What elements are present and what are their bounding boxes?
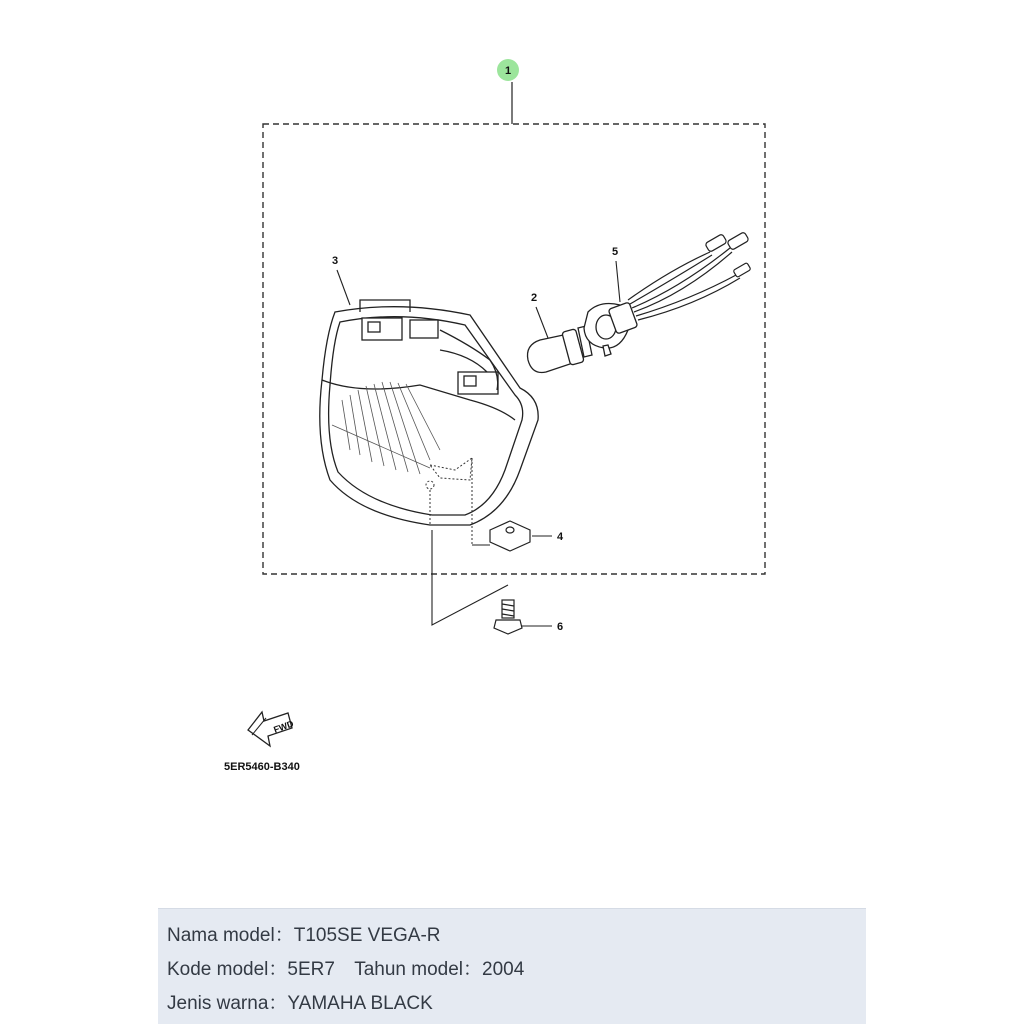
model-name-row	[167, 919, 866, 953]
model-code-value: 5ER7	[287, 959, 335, 980]
callout-4[interactable]: 4	[556, 531, 564, 543]
wire-connectors	[705, 232, 751, 278]
callout-5[interactable]: 5	[611, 246, 619, 258]
model-name-value: T105SE VEGA-R	[293, 925, 441, 946]
callout-1[interactable]: 1	[504, 65, 512, 77]
callout-6[interactable]: 6	[556, 621, 564, 633]
callout-3[interactable]: 3	[331, 255, 339, 267]
callout-5-leader	[616, 261, 620, 302]
model-code-row	[167, 953, 866, 987]
model-code-label: Kode model：	[167, 959, 288, 980]
assembly-frame	[263, 124, 765, 574]
callout-3-leader	[337, 270, 350, 305]
nut[interactable]	[490, 521, 530, 551]
model-name-label: Nama model：	[167, 925, 294, 946]
fwd-label: FWD	[272, 718, 295, 735]
socket-wires	[628, 248, 740, 320]
bulb-socket[interactable]	[584, 302, 638, 356]
color-row	[167, 987, 866, 1021]
screw[interactable]	[494, 600, 522, 634]
diagram-code: 5ER5460-B340	[224, 761, 300, 773]
fwd-arrow-icon	[248, 712, 295, 746]
bulb[interactable]	[528, 326, 593, 373]
model-year-label: Tahun model：	[354, 959, 483, 980]
color-label: Jenis warna：	[167, 993, 288, 1014]
model-year-value: 2004	[482, 959, 525, 980]
callout-2[interactable]: 2	[530, 292, 538, 304]
color-value: YAMAHA BLACK	[287, 993, 433, 1014]
callout-2-leader	[536, 307, 548, 338]
lens-hatching	[332, 382, 440, 474]
model-info-panel	[158, 908, 866, 1024]
lens-marker	[426, 458, 472, 545]
